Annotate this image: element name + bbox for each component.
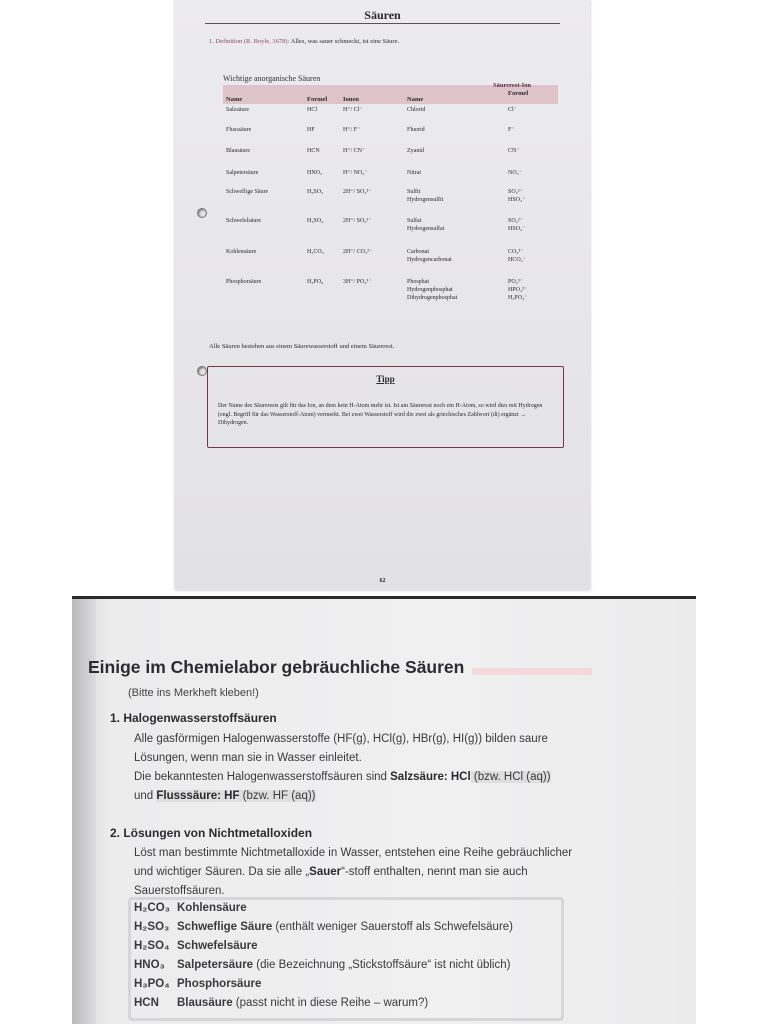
cell-rest-formel: PO₄³⁻ HPO₄²⁻ H₂PO₄⁻ [508, 279, 528, 301]
cell-rest-formel: CO₃²⁻ HCO₃⁻ [508, 249, 526, 263]
cell-rest-formel: F⁻ [508, 127, 515, 133]
list-item [134, 940, 258, 952]
definition-text: Alles, was sauer schmeckt, ist eine Säure. [290, 38, 400, 45]
cell-rest-name: Phosphat Hydrogenphosphat Dihydrogenphosphat [407, 279, 458, 301]
list-item [134, 921, 513, 933]
section-2-heading: 2. Lösungen von Nichtmetalloxiden [110, 826, 313, 840]
cell-rest-formel: Cl⁻ [508, 107, 517, 113]
text-run: (bzw. HCl (aq)) [470, 771, 551, 783]
acid-name: Schweflige Säure [177, 921, 273, 933]
cell-name: Kohlensäure [226, 249, 257, 255]
bottom-photo [72, 596, 696, 1024]
section-2-line: Sauerstoffsäuren. [134, 885, 225, 897]
table-caption: Wichtige anorganische Säuren [223, 74, 321, 83]
cell-name: Salpetersäure [226, 170, 259, 176]
cell-formel: H₂SO₄ [307, 218, 324, 224]
list-item [134, 997, 428, 1009]
cell-formel: H₂CO₃ [307, 249, 324, 255]
cell-rest-formel: NO₃⁻ [508, 170, 522, 176]
header-formel: Formel [307, 96, 328, 103]
cell-rest-name: Sulfit Hydrogensulfit [407, 189, 444, 203]
cell-rest-name: Zyanid [407, 148, 424, 154]
cell-name: Flusssäure [226, 127, 252, 133]
sheet-subtitle: (Bitte ins Merkheft kleben!) [128, 687, 259, 699]
salzsaeure-label: Salzsäure: HCl [390, 771, 471, 783]
cell-ionen: 2H⁺/ SO₄²⁻ [343, 218, 372, 224]
cell-name: Schwefelsäure [226, 218, 261, 224]
section-2-line: Löst man bestimmte Nichtmetalloxide in Wasser, entstehen eine Reihe gebräuchlicher [134, 847, 573, 859]
cell-formel: HCl [307, 107, 318, 113]
acid-formula: H₂SO₃ [134, 921, 170, 933]
cell-ionen: H⁺/ CN⁻ [343, 148, 366, 154]
cell-rest-formel: CN⁻ [508, 148, 520, 154]
acid-name: Salpetersäure [177, 959, 254, 971]
cell-formel: H₃PO₄ [307, 279, 324, 285]
acid-name: Kohlensäure [177, 902, 247, 914]
list-item [134, 902, 247, 914]
header-name: Name [226, 96, 243, 103]
section-1-line: Alle gasförmigen Halogenwasserstoffe (HF(g), HCl(g), HBr(g), HI(g)) bilden saure [134, 733, 548, 745]
cell-rest-name: Nitrat [407, 170, 421, 176]
cell-name: Phosphorsäure [226, 279, 262, 285]
acid-formula: H₂SO₄ [134, 940, 170, 952]
page-title: Säuren [364, 8, 401, 22]
acid-note: (die Bezeichnung „Stickstoffsäure“ ist nicht üblich) [253, 959, 511, 971]
acids-note: Alle Säuren bestehen aus einem Säurewasserstoff und einem Säurerest. [209, 343, 395, 350]
section-1-text [134, 730, 551, 806]
cell-ionen: 2H⁺/ CO₃²⁻ [343, 249, 373, 255]
header-rest-name: Name [407, 96, 424, 103]
list-item [134, 978, 261, 990]
section-2-text [134, 844, 572, 901]
acid-formula: H₂CO₃ [134, 902, 170, 914]
cell-name: Schweflige Säure [226, 189, 269, 195]
text-run: und [134, 790, 157, 802]
worksheet-page [175, 0, 590, 590]
tip-text: Der Name des Säurerests gilt für das Ion, an dem kein H-Atom mehr ist. Ist am Säurerest noch ein H-Atom, so wird dies mit Hydrogen (engl. Begriff für das Wasserstoff-Atom) vermerkt. Bei zwei Wasserstoff wird die zwei als griechisches Zahlwort (di) ergänzt → Dihydrogen. [218, 403, 543, 426]
definition [209, 38, 399, 45]
text-run: “-stoff enthalten, nennt man sie auch [341, 866, 528, 878]
section-2-line [134, 863, 572, 882]
cell-formel: HCN [307, 148, 320, 154]
flusssaeure-label: Flusssäure: HF [156, 790, 240, 802]
cell-rest-formel: SO₄²⁻ HSO₄⁻ [508, 218, 526, 232]
title-highlight [472, 668, 592, 675]
acid-formula: HNO₃ [134, 959, 165, 971]
header-rest-formel: Formel [508, 90, 529, 97]
cell-ionen: H⁺/ F⁻ [343, 127, 361, 133]
cell-rest-name: Carbonat Hydrogencarbonat [407, 249, 452, 263]
cell-name: Salzsäure [226, 107, 249, 113]
acid-formula: H₃PO₄ [134, 978, 170, 990]
tip-title: Tipp [376, 374, 395, 384]
acid-note: (passt nicht in diese Reihe – warum?) [232, 997, 429, 1009]
text-run: (bzw. HF (aq)) [239, 790, 316, 802]
acid-name: Phosphorsäure [177, 978, 262, 990]
punch-hole-icon [197, 366, 207, 376]
section-1-line [134, 768, 551, 787]
punch-hole-icon [197, 208, 207, 218]
sauer-label: Sauer [309, 866, 342, 878]
cell-ionen: H⁺/ NO₃⁻ [343, 170, 368, 176]
acid-name: Blausäure [177, 997, 233, 1009]
page-number: 62 [379, 578, 386, 584]
text-run: Die bekanntesten Halogenwasserstoffsäuren sind [134, 771, 391, 783]
cell-name: Blausäure [226, 148, 250, 154]
cell-ionen: H⁺/ Cl⁻ [343, 107, 363, 113]
acid-name: Schwefelsäure [177, 940, 258, 952]
text-run: und wichtiger Säuren. Da sie alle „ [134, 866, 310, 878]
acids-table [223, 70, 563, 315]
cell-formel: HF [307, 127, 315, 133]
acid-formula: HCN [134, 997, 159, 1009]
sheet-title: Einige im Chemielabor gebräuchliche Säuren [88, 657, 465, 677]
section-1-line: Lösungen, wenn man sie in Wasser einleitet. [134, 752, 362, 764]
title-rule [205, 23, 560, 24]
cell-rest-name: Chlorid [407, 107, 426, 113]
acid-note: (enthält weniger Sauerstoff als Schwefelsäure) [272, 921, 514, 933]
header-ionen: Ionen [343, 96, 359, 103]
section-1-line [134, 787, 551, 806]
cell-rest-formel: SO₃²⁻ HSO₃⁻ [508, 189, 526, 203]
table-group-label: Säurerest-Ion [493, 82, 532, 89]
cell-ionen: 3H⁺/ PO₄³⁻ [343, 279, 372, 285]
cell-ionen: 2H⁺/ SO₃²⁻ [343, 189, 372, 195]
section-1-heading: 1. Halogenwasserstoffsäuren [110, 711, 277, 725]
cell-rest-name: Fluorid [407, 127, 425, 133]
tip-box [207, 366, 564, 448]
cell-formel: H₂SO₃ [307, 189, 324, 195]
cell-formel: HNO₃ [307, 170, 323, 176]
cell-rest-name: Sulfat Hydrogensulfat [407, 218, 445, 232]
definition-label: 1. Definition (R. Boyle, 1678): [209, 38, 290, 45]
list-item [134, 959, 510, 971]
